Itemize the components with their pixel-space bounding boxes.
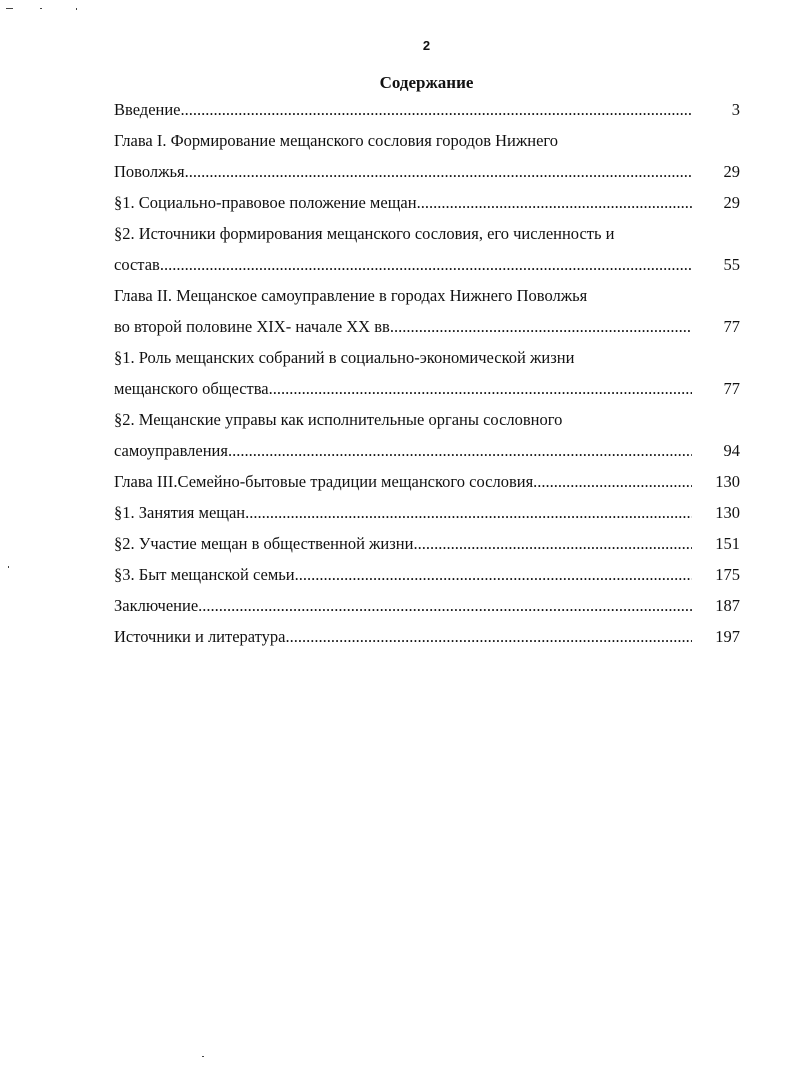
toc-line [114, 156, 740, 187]
toc-page-number: 77 [723, 379, 740, 398]
toc-line [114, 311, 740, 342]
dot-leader [286, 621, 692, 652]
toc-line [114, 435, 740, 466]
dot-leader [228, 435, 692, 466]
toc-page-number: 29 [723, 193, 740, 212]
toc-entry[interactable] [114, 559, 740, 590]
dot-leader [245, 497, 692, 528]
toc-entry-title: Поволжья [114, 162, 185, 181]
toc-entry-title: Введение [114, 100, 181, 119]
toc-entry-title: Глава III.Семейно-бытовые традиции мещанского сословия [114, 472, 534, 491]
toc-entry[interactable] [114, 187, 740, 218]
page-title: Содержание [379, 73, 474, 92]
toc-entry-title: мещанского общества [114, 379, 269, 398]
toc-line [114, 404, 740, 435]
toc-entry-title: §1. Социально-правовое положение мещан [114, 193, 417, 212]
toc-page-number: 197 [715, 627, 740, 646]
toc-entry[interactable] [114, 342, 740, 404]
toc-line [114, 187, 740, 218]
dot-leader [198, 590, 692, 621]
toc-entry-title: состав [114, 255, 160, 274]
toc-entry-title: §1. Занятия мещан [114, 503, 246, 522]
toc-page-number: 130 [715, 472, 740, 491]
toc-entry-title: самоуправления [114, 441, 228, 460]
toc-entry-title: Заключение [114, 596, 199, 615]
toc-line [114, 466, 740, 497]
toc-entry[interactable] [114, 497, 740, 528]
toc-line [114, 249, 740, 280]
toc-entry-title: Источники и литература [114, 627, 286, 646]
toc-line [114, 497, 740, 528]
toc-entry[interactable] [114, 466, 740, 497]
toc-entry[interactable] [114, 621, 740, 652]
toc-page-number: 55 [723, 255, 740, 274]
toc-line [114, 94, 740, 125]
toc-line [114, 125, 740, 156]
toc-line [114, 559, 740, 590]
dot-leader [295, 559, 692, 590]
toc-entry[interactable] [114, 590, 740, 621]
toc-entry[interactable] [114, 125, 740, 187]
toc-entry[interactable] [114, 218, 740, 280]
toc-entry[interactable] [114, 528, 740, 559]
toc-entry-title: во второй половине XIX- начале XX вв [114, 317, 390, 336]
toc-line [114, 621, 740, 652]
toc-page-number: 175 [715, 565, 740, 584]
toc-line [114, 342, 740, 373]
toc-page-number: 94 [723, 441, 740, 460]
toc-line [114, 590, 740, 621]
toc-entry-title: Глава I. Формирование мещанского сословия городов Нижнего [114, 131, 559, 150]
dot-leader [417, 187, 692, 218]
toc-entry-title: §3. Быт мещанской семьи [114, 565, 295, 584]
dot-leader [413, 528, 692, 559]
toc-page-number: 151 [715, 534, 740, 553]
toc-line [114, 218, 740, 249]
toc-line [114, 373, 740, 404]
toc-entry[interactable] [114, 280, 740, 342]
toc-page-number: 3 [731, 100, 740, 119]
toc-entry-title: §2. Участие мещан в общественной жизни [114, 534, 414, 553]
toc-page-number: 130 [715, 503, 740, 522]
toc-entry-title: §2. Мещанские управы как исполнительные органы сословного [114, 410, 563, 429]
dot-leader [185, 156, 692, 187]
dot-leader [269, 373, 692, 404]
toc-line [114, 280, 740, 311]
toc-line [114, 528, 740, 559]
dot-leader [533, 466, 692, 497]
toc-entry[interactable] [114, 94, 740, 125]
toc-page-number: 187 [715, 596, 740, 615]
dot-leader [181, 94, 692, 125]
page-number: 2 [422, 38, 431, 53]
toc-page-number: 77 [723, 317, 740, 336]
toc-page-number: 29 [723, 162, 740, 181]
dot-leader [160, 249, 692, 280]
toc-entry[interactable] [114, 404, 740, 466]
toc-entry-title: §2. Источники формирования мещанского сословия, его численность и [114, 224, 615, 243]
dot-leader [390, 311, 692, 342]
toc-entry-title: §1. Роль мещанских собраний в социально-экономической жизни [114, 348, 575, 367]
table-of-contents [114, 94, 740, 652]
toc-entry-title: Глава II. Мещанское самоуправление в городах Нижнего Поволжья [114, 286, 588, 305]
